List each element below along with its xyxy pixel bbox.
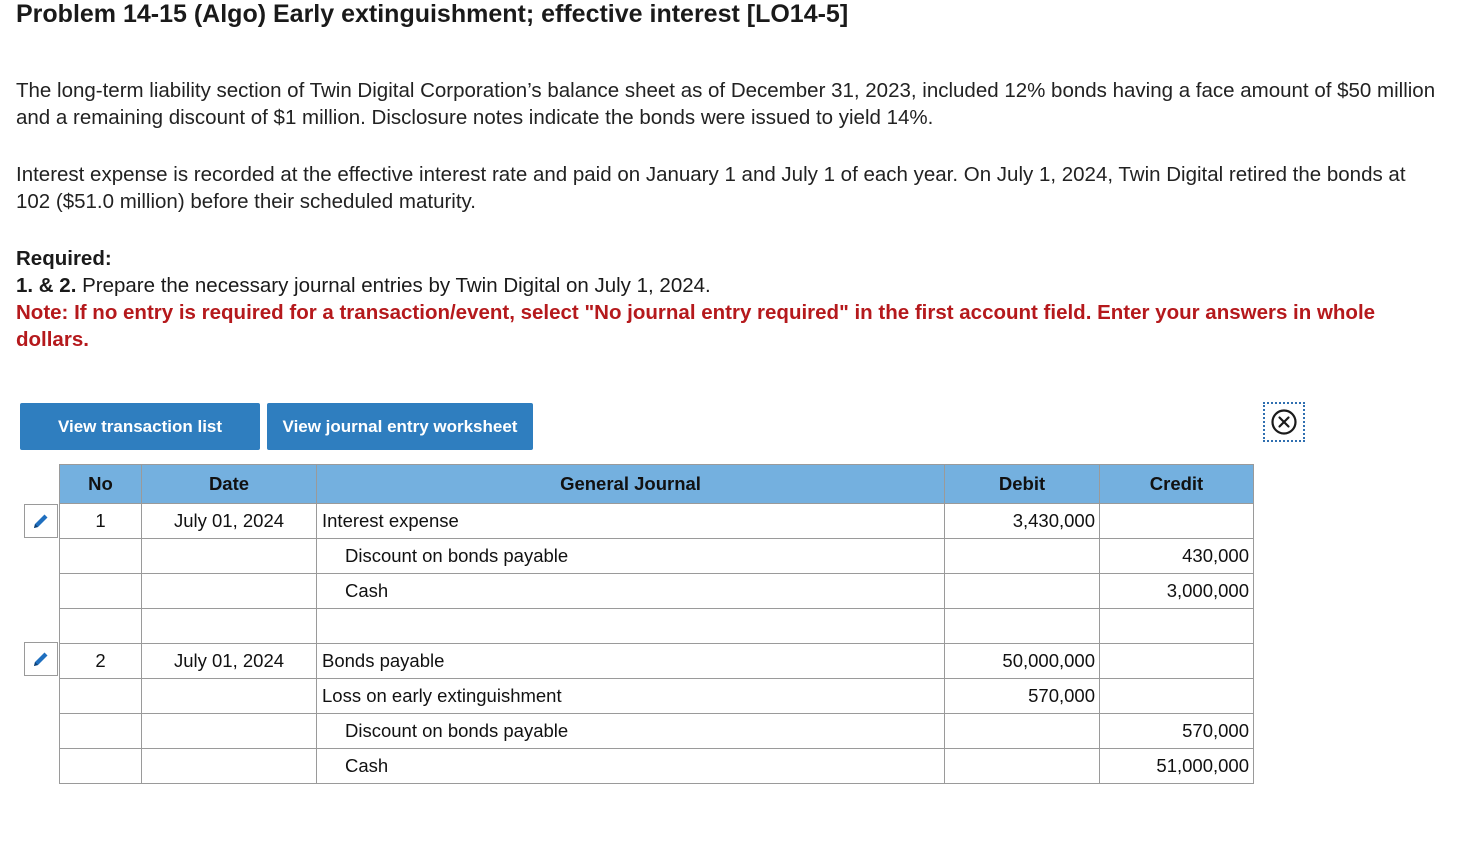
table-row: [60, 539, 1254, 574]
required-item-number: 1. & 2.: [16, 274, 77, 297]
row-account: [317, 679, 945, 714]
row-account: [317, 644, 945, 679]
close-circle-icon: [1270, 408, 1298, 436]
row-account: [317, 504, 945, 539]
row-no: [60, 679, 142, 714]
table-header-row: [60, 465, 1254, 504]
debit-text: 570,000: [1028, 685, 1095, 706]
row-debit: [945, 609, 1100, 644]
credit-text: 430,000: [1182, 545, 1249, 566]
required-section: [16, 245, 1436, 353]
required-heading: Required:: [16, 247, 112, 270]
row-no: [60, 749, 142, 784]
row-debit: [945, 539, 1100, 574]
general-journal-table: [59, 464, 1254, 784]
table-row: [60, 644, 1254, 679]
row-account: [317, 574, 945, 609]
credit-text: 3,000,000: [1166, 580, 1249, 601]
pencil-icon: [31, 649, 51, 669]
table-row: [60, 679, 1254, 714]
table-row: [60, 504, 1254, 539]
column-header-no: No: [60, 465, 142, 504]
account-text: Bonds payable: [322, 650, 445, 671]
view-journal-entry-worksheet-button[interactable]: View journal entry worksheet: [267, 403, 533, 450]
close-button[interactable]: [1263, 402, 1305, 442]
row-date: July 01, 2024: [142, 504, 317, 539]
row-credit: [1100, 714, 1254, 749]
pencil-icon: [31, 511, 51, 531]
row-account: [317, 609, 945, 644]
account-text: Loss on early extinguishment: [322, 685, 562, 706]
row-account: [317, 539, 945, 574]
row-account: [317, 714, 945, 749]
credit-text: 51,000,000: [1156, 755, 1249, 776]
row-no: [60, 714, 142, 749]
credit-text: 570,000: [1182, 720, 1249, 741]
row-no: 1: [60, 504, 142, 539]
problem-paragraph-1: The long-term liability section of Twin Digital Corporation’s balance sheet as of December 31, 2023, included 12% bonds having a face amount of $50 million and a remaining discount of $1 million. Disclosure notes indicate the bonds were issued to yield 14%.: [16, 79, 1436, 129]
account-text: Discount on bonds payable: [345, 545, 569, 566]
row-credit: [1100, 504, 1254, 539]
row-credit: [1100, 539, 1254, 574]
row-debit: [945, 574, 1100, 609]
account-text: Discount on bonds payable: [345, 720, 569, 741]
table-row: [60, 609, 1254, 644]
required-item-text: Prepare the necessary journal entries by Twin Digital on July 1, 2024.: [76, 274, 711, 297]
row-debit: [945, 644, 1100, 679]
column-header-general-journal: General Journal: [317, 465, 945, 504]
problem-title: Problem 14-15 (Algo) Early extinguishment; effective interest [LO14-5]: [16, 0, 849, 28]
row-credit: [1100, 749, 1254, 784]
account-text: Cash: [345, 580, 389, 601]
debit-text: 3,430,000: [1012, 510, 1095, 531]
row-date: [142, 749, 317, 784]
row-debit: [945, 679, 1100, 714]
problem-paragraph-2: Interest expense is recorded at the effective interest rate and paid on January 1 and July 1 of each year. On July 1, 2024, Twin Digital retired the bonds at 102 ($51.0 million) before their scheduled maturity.: [16, 163, 1406, 213]
row-date: July 01, 2024: [142, 644, 317, 679]
required-item: [16, 272, 1436, 299]
table-row: [60, 749, 1254, 784]
row-credit: [1100, 574, 1254, 609]
row-date: [142, 714, 317, 749]
row-no: [60, 539, 142, 574]
row-no: [60, 574, 142, 609]
row-debit: [945, 714, 1100, 749]
row-no: [60, 609, 142, 644]
row-date: [142, 609, 317, 644]
row-credit: [1100, 679, 1254, 714]
table-row: [60, 574, 1254, 609]
column-header-credit: Credit: [1100, 465, 1254, 504]
edit-entry-2-button[interactable]: [24, 642, 58, 676]
edit-entry-1-button[interactable]: [24, 504, 58, 538]
row-debit: [945, 504, 1100, 539]
table-row: [60, 714, 1254, 749]
account-text: Interest expense: [322, 510, 459, 531]
debit-text: 50,000,000: [1002, 650, 1095, 671]
view-transaction-list-button[interactable]: View transaction list: [20, 403, 260, 450]
row-no: 2: [60, 644, 142, 679]
row-date: [142, 679, 317, 714]
row-credit: [1100, 644, 1254, 679]
row-debit: [945, 749, 1100, 784]
required-note: Note: If no entry is required for a transaction/event, select "No journal entry required" in the first account field. Enter your answers in whole dollars.: [16, 301, 1376, 351]
row-credit: [1100, 609, 1254, 644]
row-account: [317, 749, 945, 784]
column-header-date: Date: [142, 465, 317, 504]
column-header-debit: Debit: [945, 465, 1100, 504]
row-date: [142, 539, 317, 574]
row-date: [142, 574, 317, 609]
account-text: Cash: [345, 755, 389, 776]
